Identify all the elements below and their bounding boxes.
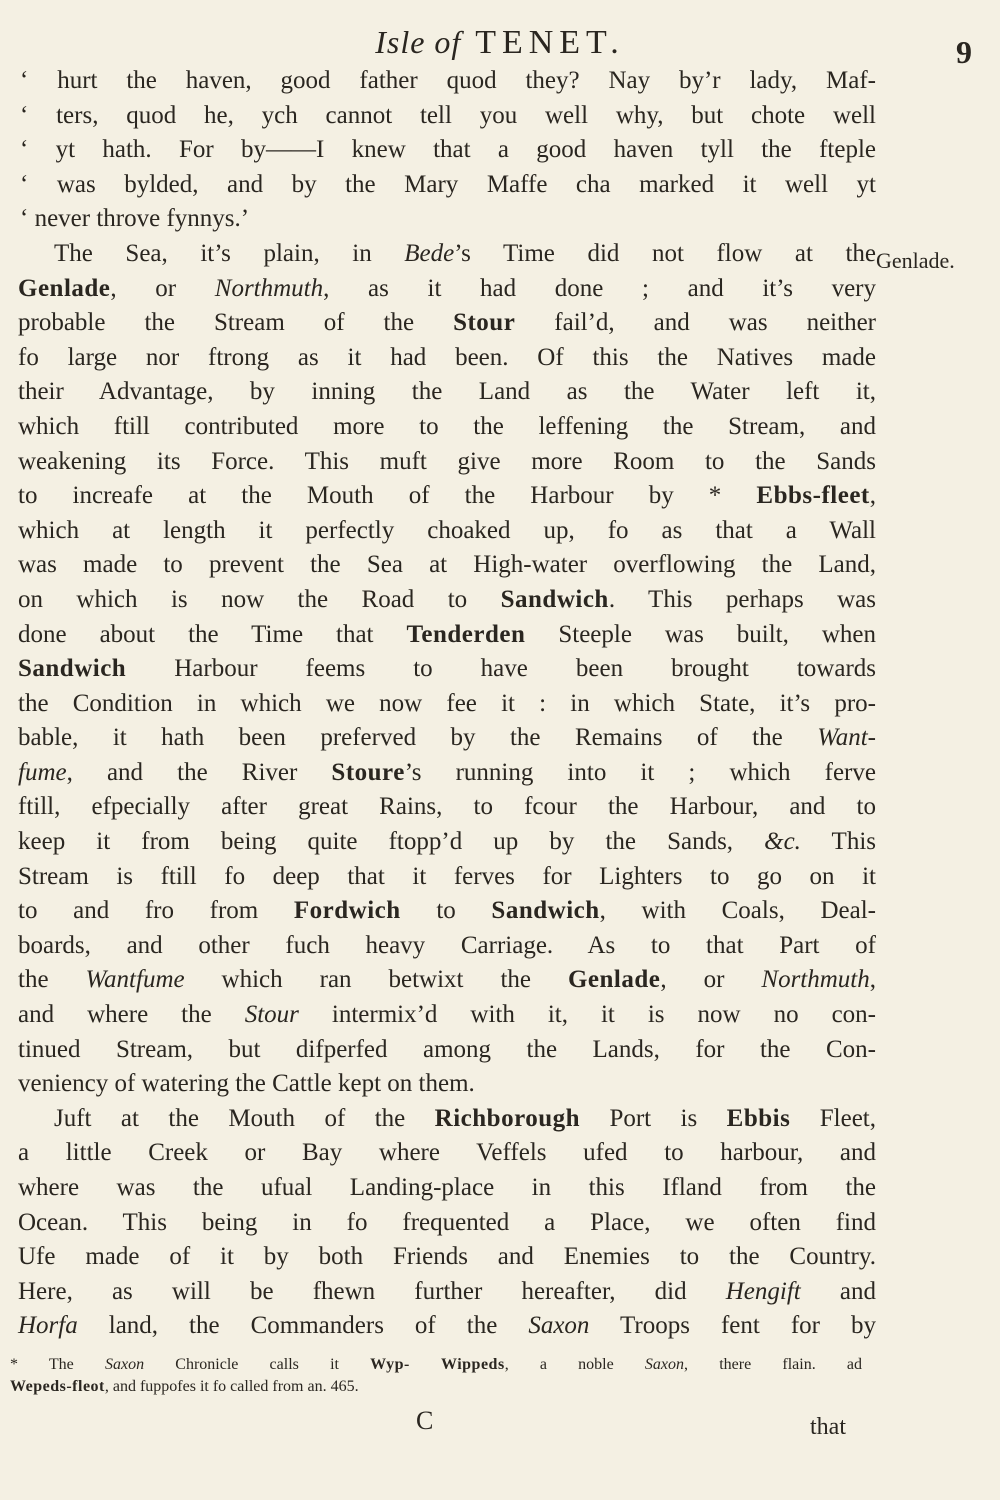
text-line: keep it from being quite ftopp’d up by the Sands, &c. This [18, 828, 876, 856]
text-line: The Sea, it’s plain, in Bede’s Time did not flow at the [54, 239, 876, 267]
text-line: on which is now the Road to Sandwich. This perhaps was [18, 585, 876, 613]
body-text [18, 64, 876, 1344]
text-line: bable, it hath been preferved by the Remains of the Want- [18, 724, 876, 752]
text-line: Ocean. This being in fo frequented a Place, we often find [18, 1208, 876, 1236]
text-line: where was the ufual Landing-place in this Ifland from the [18, 1174, 876, 1201]
text-line: the Condition in which we now fee it : in which State, it’s pro- [18, 689, 876, 717]
running-title [0, 24, 1000, 62]
text-line: Juft at the Mouth of the Richborough Port is Ebbis Fleet, [54, 1104, 876, 1132]
text-line: to increafe at the Mouth of the Harbour by * Ebbs-fleet, [18, 482, 876, 510]
text-line: ‘ ters, quod he, ych cannot tell you well why, but chote well [20, 101, 876, 129]
text-line: ftill, efpecially after great Rains, to fcour the Harbour, and to [18, 793, 876, 821]
footnote-line: * The Saxon Chronicle calls it Wyp- Wippeds, a noble Saxon, there flain. ad [10, 1356, 863, 1373]
text-line: veniency of watering the Cattle kept on them. [18, 1070, 475, 1098]
text-line: ‘ was bylded, and by the Mary Maffe cha marked it well yt [20, 170, 876, 198]
text-line: Here, as will be fhewn further hereafter, did Hengift and [18, 1277, 876, 1305]
catchword: that [810, 1414, 846, 1440]
running-title-caps: TENET. [475, 24, 625, 61]
text-line: fume, and the River Stoure’s running into it ; which ferve [18, 758, 876, 786]
text-line: ‘ yt hath. For by——I knew that a good haven tyll the fteple [20, 136, 876, 164]
text-line: a little Creek or Bay where Veffels ufed to harbour, and [18, 1139, 876, 1167]
signature-mark: C [416, 1406, 434, 1435]
footnote-line: Wepeds-fleot, and fuppofes it fo called from an. 465. [10, 1378, 359, 1395]
margin-note: Genlade. [876, 248, 955, 273]
text-line: Ufe made of it by both Friends and Enemies to the Country. [18, 1243, 876, 1271]
text-line: tinued Stream, but difperfed among the Lands, for the Con- [18, 1035, 876, 1063]
text-line: fo large nor ftrong as it had been. Of this the Natives made [18, 343, 876, 371]
text-line: which at length it perfectly choaked up, fo as that a Wall [18, 516, 876, 544]
text-line: was made to prevent the Sea at High-water overflowing the Land, [18, 551, 876, 579]
text-line: and where the Stour intermix’d with it, it is now no con- [18, 1001, 876, 1029]
text-line: Horfa land, the Commanders of the Saxon Troops fent for by [18, 1312, 876, 1340]
text-line: ‘ hurt the haven, good father quod they? Nay by’r lady, Maf- [20, 67, 876, 94]
text-line: weakening its Force. This muft give more Room to the Sands [18, 447, 876, 475]
page-number: 9 [956, 34, 972, 70]
text-line: to and fro from Fordwich to Sandwich, with Coals, Deal- [18, 897, 876, 925]
text-line: done about the Time that Tenderden Steeple was built, when [18, 620, 876, 648]
text-line: Genlade, or Northmuth, as it had done ; and it’s very [18, 274, 876, 302]
running-title-italic: Isle of [375, 24, 462, 60]
text-line: the Wantfume which ran betwixt the Genlade, or Northmuth, [18, 966, 876, 994]
text-line: their Advantage, by inning the Land as the Water left it, [18, 378, 876, 406]
text-line: Sandwich Harbour feems to have been brought towards [18, 655, 876, 683]
text-line: Stream is ftill fo deep that it ferves for Lighters to go on it [18, 862, 876, 890]
text-line: boards, and other fuch heavy Carriage. As to that Part of [18, 931, 876, 959]
text-line: ‘ never throve fynnys.’ [20, 205, 250, 233]
text-line: probable the Stream of the Stour fail’d, and was neither [18, 309, 876, 337]
page-header [0, 18, 1000, 68]
text-line: which ftill contributed more to the leffening the Stream, and [18, 412, 876, 440]
footnote [10, 1354, 862, 1398]
